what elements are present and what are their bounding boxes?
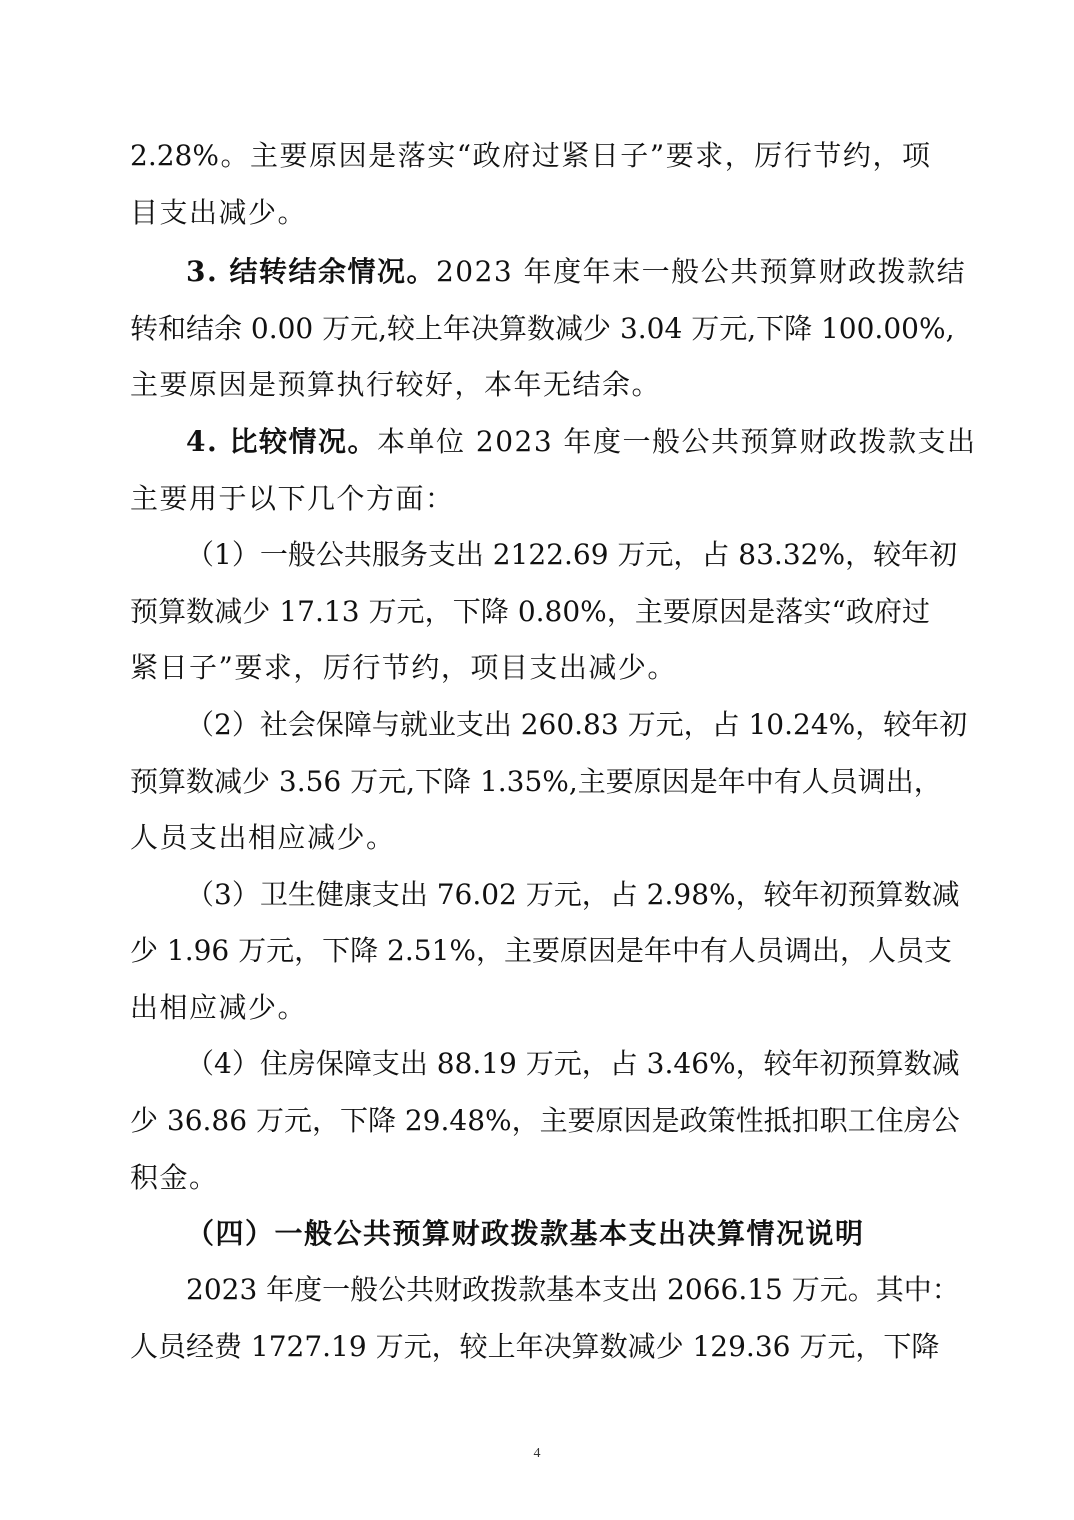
paragraph-line: 2023 年度一般公共财政拨款基本支出 2066.15 万元。其中：	[186, 1273, 960, 1306]
paragraph-line: 人员经费 1727.19 万元，较上年决算数减少 129.36 万元，下降	[130, 1330, 940, 1363]
paragraph-line: （2）社会保障与就业支出 260.83 万元，占 10.24%，较年初	[186, 708, 968, 741]
paragraph-line: 2.28%。主要原因是落实“政府过紧日子”要求，厉行节约，项	[130, 139, 930, 172]
paragraph-line: （1）一般公共服务支出 2122.69 万元，占 83.32%，较年初	[186, 538, 958, 571]
paragraph-line: 积金。	[130, 1161, 219, 1194]
paragraph-line	[186, 252, 967, 292]
paragraph-line: 少 36.86 万元，下降 29.48%，主要原因是政策性抵扣职工住房公	[130, 1104, 960, 1137]
paragraph-line	[186, 422, 977, 462]
paragraph-line: 出相应减少。	[130, 991, 308, 1024]
paragraph-line: 转和结余 0.00 万元,较上年决算数减少 3.04 万元,下降 100.00%,	[130, 312, 955, 345]
section-label: 3. 结转结余情况。	[186, 255, 436, 288]
paragraph-line: 主要用于以下几个方面：	[130, 482, 455, 515]
paragraph-line: 紧日子”要求，厉行节约，项目支出减少。	[130, 651, 677, 684]
page-number: 4	[533, 1446, 541, 1461]
paragraph-line: 主要原因是预算执行较好，本年无结余。	[130, 368, 662, 401]
paragraph-line: 人员支出相应减少。	[130, 821, 396, 854]
paragraph-line: 目支出减少。	[130, 196, 308, 229]
paragraph-line: 预算数减少 3.56 万元,下降 1.35%,主要原因是年中有人员调出，	[130, 765, 942, 798]
paragraph-line: 少 1.96 万元，下降 2.51%，主要原因是年中有人员调出，人员支	[130, 934, 952, 967]
paragraph-text: 本单位 2023 年度一般公共预算财政拨款支出	[376, 425, 977, 458]
paragraph-text: 2023 年度年末一般公共预算财政拨款结	[435, 255, 967, 288]
paragraph-line: 预算数减少 17.13 万元，下降 0.80%，主要原因是落实“政府过	[130, 595, 930, 628]
paragraph-line: （4）住房保障支出 88.19 万元，占 3.46%，较年初预算数减	[186, 1047, 960, 1080]
section-label: 4. 比较情况。	[186, 425, 377, 458]
section-heading: （四）一般公共预算财政拨款基本支出决算情况说明	[186, 1217, 865, 1250]
paragraph-line: （3）卫生健康支出 76.02 万元，占 2.98%，较年初预算数减	[186, 878, 960, 911]
